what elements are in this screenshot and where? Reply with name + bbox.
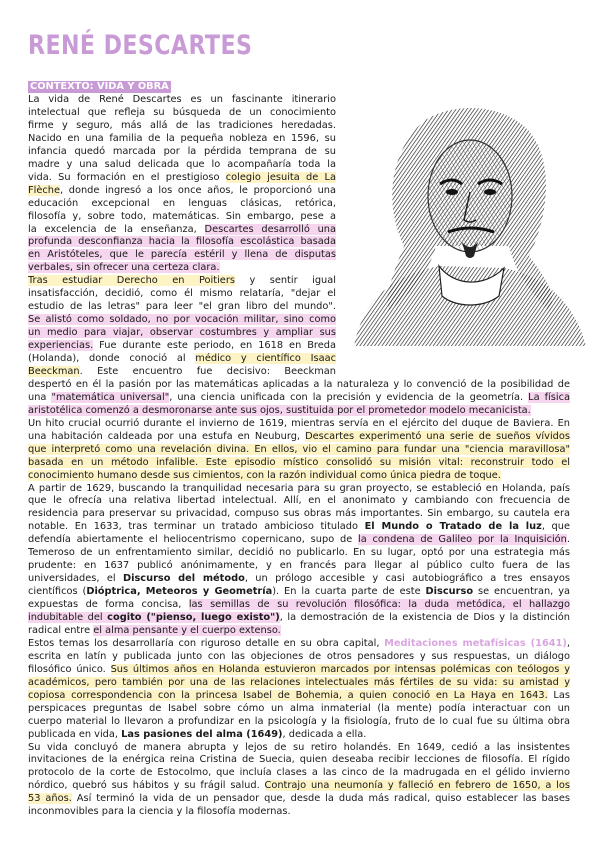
text-line <box>28 224 336 236</box>
highlight-yellow: 53 años. <box>28 793 72 805</box>
text-span: estudio de las letras" para leer "el gran libro del mundo". <box>28 301 336 313</box>
text-line <box>28 690 570 702</box>
text-span: despertó en él la pasión por las matemáticas aplicadas a la naturaleza y lo convenció de la posibilidad de <box>28 378 570 390</box>
highlight-yellow: Beeckman <box>28 365 80 377</box>
text-span: una <box>28 391 52 403</box>
text-span: filosofía y, sobre todo, matemáticas. Sin embargo, pese a <box>28 210 336 222</box>
text-line <box>28 236 336 248</box>
highlight-yellow: académicos, pero también por una de las relaciones intelectuales más fértiles de su vida: su amistad y <box>28 676 570 688</box>
highlight-pink: un medio para viajar, observar costumbres y ampliar sus <box>28 327 336 339</box>
text-line <box>28 651 570 663</box>
highlight-pink: las semillas de su revolución filosófica: la duda metódica, el hallazgo <box>188 599 570 611</box>
text-line <box>28 483 570 495</box>
text-line <box>28 366 336 378</box>
text-span: nórdico, quebró sus hábitos y su frágil salud. <box>28 780 265 792</box>
text-span: , la demostración de la existencia de Dios y la distinción <box>279 612 570 623</box>
highlight-pink: indubitable del <box>28 612 108 623</box>
text-line <box>28 677 570 689</box>
text-line <box>28 612 570 624</box>
text-span: filosófico único. <box>28 663 111 675</box>
text-line <box>28 120 336 132</box>
highlight-pink: en Aristóteles, que le parecía estéril y llena de disputas <box>28 249 336 261</box>
text-line <box>28 793 570 805</box>
text-span: Un hito crucial ocurrió durante el invierno de 1619, mientras servía en el ejército del duque de Baviera. En <box>28 417 570 429</box>
text-line <box>28 742 570 754</box>
bold-title: El Mundo o Tratado de la luz <box>364 521 542 533</box>
text-line <box>28 94 336 106</box>
text-span: notable. En 1633, tras terminar un tratado ambicioso titulado <box>28 521 365 533</box>
text-span: , <box>566 637 570 649</box>
text-span: radical entre <box>28 624 94 636</box>
text-line <box>28 573 570 585</box>
text-line <box>28 314 336 326</box>
text-span: . <box>566 534 570 546</box>
text-line <box>28 767 570 779</box>
text-line <box>28 275 336 287</box>
bold-title: Discurso <box>425 586 474 598</box>
text-line <box>28 353 336 365</box>
text-span: publicada en vida, <box>28 728 122 740</box>
text-line <box>28 716 570 728</box>
text-line <box>28 288 336 300</box>
highlight-pink: La física <box>528 391 570 403</box>
text-line <box>28 599 570 611</box>
text-span: educación excepcional en lenguas clásicas, retórica, <box>28 197 336 209</box>
highlight-pink: Se alistó como soldado, no por vocación militar, sino como <box>28 314 336 326</box>
text-span: A partir de 1629, buscando la tranquilidad necesaria para su gran proyecto, se estableció en Holanda, país <box>28 482 570 494</box>
highlight-pink: cogito ("pienso, luego existo") <box>107 612 280 623</box>
text-line <box>28 392 570 404</box>
text-span: que le ofrecía una relativa libertad intelectual. Allí, en el anonimato y cambiando con frecuencia de <box>28 495 570 507</box>
text-span: Las <box>547 689 570 701</box>
text-span: defendía abiertamente el heliocentrismo copernicano, supo de <box>28 534 359 546</box>
text-line <box>28 547 570 559</box>
highlight-yellow: Flèche <box>28 184 61 196</box>
text-line <box>28 262 336 274</box>
text-line <box>28 107 336 119</box>
text-line <box>28 754 570 766</box>
highlight-yellow: Descartes experimentó una serie de sueños vívidos <box>305 430 570 442</box>
text-line <box>28 340 336 352</box>
highlight-yellow: médico y científico Isaac <box>195 353 336 364</box>
text-span: cuerpo material lo llevaron a profundizar en la psicología y la fisiología, fruto de lo cual fue su última obra <box>28 715 570 727</box>
text-span: expuestas de forma concisa, <box>28 599 189 611</box>
text-span: Su vida concluyó de manera abrupta y lejos de su retiro holandés. En 1649, cedió a las insistentes <box>28 741 570 753</box>
text-span: intelectual que refleja su búsqueda de un conocimiento <box>28 106 336 118</box>
text-line <box>28 586 570 598</box>
text-span: La vida de René Descartes es un fascinante itinerario <box>28 94 336 105</box>
text-span: insatisfacción, decidió, como él mismo relataría, "dejar el <box>28 288 336 300</box>
highlight-yellow: basada en un método infalible. Este episodio místico consolidó su misión vital: reconstruir todo el <box>28 456 570 468</box>
text-span: , donde ingresó a los once años, le proporcionó una <box>60 184 336 196</box>
text-line <box>28 664 570 676</box>
highlight-yellow: Tras estudiar Derecho en Poitiers <box>28 275 235 287</box>
text-span: (Holanda), donde conoció al <box>28 353 196 364</box>
text-span: vida. Su formación en el prestigioso <box>28 171 226 183</box>
text-line <box>28 379 570 391</box>
text-span: inconmovibles para la ciencia y la filosofía modernas. <box>28 806 291 818</box>
text-span: perspicaces preguntas de Isabel sobre cómo un alma inmaterial (la mente) podía interactuar con un <box>28 702 570 714</box>
text-line <box>28 159 336 171</box>
highlight-pink: Descartes desarrolló una <box>204 223 336 235</box>
bold-title: Discurso del método <box>122 573 245 585</box>
bold-title: Dióptrica, Meteoros y Geometría <box>86 586 273 598</box>
text-line <box>28 457 570 469</box>
text-line <box>28 703 570 715</box>
text-line <box>28 418 570 430</box>
highlight-title: Meditaciones metafísicas (1641) <box>384 637 567 649</box>
text-span: una habitación caldeada por una estufa en Neuburg, <box>28 430 306 442</box>
text-line <box>28 301 336 313</box>
text-span: , una ciencia unificada con la precisión y evidencia de la geometría. <box>169 391 529 403</box>
text-line <box>28 638 570 650</box>
highlight-yellow: Sus últimos años en Holanda estuvieron marcados por intensas polémicas con teólogos y <box>110 663 570 675</box>
text-line <box>28 431 570 443</box>
text-line <box>28 508 570 520</box>
highlight-pink: profunda desconfianza hacia la filosofía escolástica basada <box>28 236 336 248</box>
text-line <box>28 211 336 223</box>
text-span: escrita en latín y publicada junto con las objeciones de otros pensadores y sus respuestas, un diálogo <box>28 650 570 662</box>
text-line <box>28 146 336 158</box>
text-line <box>28 729 570 741</box>
text-line <box>28 534 570 546</box>
highlight-yellow: conocimiento humano desde sus cimientos, con la razón individual como única piedra de toque. <box>28 469 501 481</box>
highlight-yellow: colegio jesuita de La <box>225 171 336 183</box>
text-span: se encuentran, ya <box>473 586 570 598</box>
text-span: universidades, el <box>28 573 123 585</box>
text-span: ). En la cuarta parte de este <box>272 586 426 598</box>
text-span: , que <box>541 521 570 533</box>
text-line <box>28 327 336 339</box>
text-line <box>28 470 570 482</box>
text-span: científicos ( <box>28 586 87 598</box>
text-span: Fue durante este periodo, en 1618 en Breda <box>93 340 336 352</box>
text-span: Estos temas los desarrollaría con riguroso detalle en su obra capital, <box>28 637 385 649</box>
text-span: invitaciones de la enérgica reina Cristina de Suecia, quien deseaba recibir lecciones de filosofía. El rígido <box>28 754 570 766</box>
page-title: RENÉ DESCARTES <box>28 30 253 61</box>
text-line <box>28 495 570 507</box>
text-line <box>28 133 336 145</box>
text-span: , dedicada a ella. <box>282 728 367 740</box>
text-line <box>28 521 570 533</box>
text-line <box>28 806 570 818</box>
highlight-yellow: copiosa correspondencia con la princesa Isabel de Bohemia, a quien conoció en La Haya en 1643. <box>28 689 548 701</box>
highlight-yellow: que interpretó como una revelación divina. En ellos, vio el camino para fundar una "ciencia maravillosa" <box>28 443 570 455</box>
section-heading: CONTEXTO: VIDA Y OBRA <box>30 81 169 92</box>
text-span: , un prólogo accesible y casi autobiográfico a tres ensayos <box>244 573 570 585</box>
text-span: firme y seguro, más allá de las tradiciones heredadas. <box>28 119 336 131</box>
highlight-pink: experiencias. <box>28 340 94 352</box>
text-line <box>28 185 336 197</box>
text-span: prudente: en 1637 publicó anónimamente, y en francés para llegar al público culto fuera de las <box>28 560 570 572</box>
text-line <box>28 249 336 261</box>
text-span: Así terminó la vida de un pensador que, desde la duda más radical, quiso establecer las bases <box>71 793 570 805</box>
text-span: y sentir igual <box>234 275 336 287</box>
text-span: Temeroso de un enfrentamiento similar, decidió no publicarlo. En su lugar, optó por una estrategia más <box>28 547 570 559</box>
highlight-pink: aristotélica comenzó a desmoronarse ante sus ojos, sustituida por el prometedor modelo mecanicista. <box>28 404 531 416</box>
text-span: la excelencia de la enseñanza, <box>28 223 205 235</box>
text-line <box>28 172 336 184</box>
text-line <box>28 405 570 417</box>
text-line <box>28 198 336 210</box>
text-span: residencia para preservar su privacidad, compuso sus obras más importantes. Sin embargo, su cautela era <box>28 508 570 520</box>
text-span: protocolo de la corte de Estocolmo, que incluía clases a las cinco de la madrugada en el gélido invierno <box>28 767 570 779</box>
text-span: madre y una salud delicada que lo acompañaría toda la <box>28 158 336 170</box>
highlight-pink: el alma pensante y el cuerpo extenso. <box>93 624 281 636</box>
text-line <box>28 444 570 456</box>
descartes-portrait <box>344 96 590 348</box>
text-span: . Este encuentro fue decisivo: Beeckman <box>79 365 336 377</box>
text-line <box>28 560 570 572</box>
highlight-pink: "matemática universal" <box>51 391 170 403</box>
text-span: infancia quedó marcada por la pérdida temprana de su <box>28 145 336 157</box>
text-span: Nacido en una familia de la pequeña nobleza en 1596, su <box>28 132 336 144</box>
highlight-pink: la condena de Galileo por la Inquisición <box>358 534 567 546</box>
text-line <box>28 780 570 792</box>
highlight-yellow: Contrajo una neumonía y falleció en febrero de 1650, a los <box>264 780 570 792</box>
bold-title: Las pasiones del alma (1649) <box>121 728 283 740</box>
text-line <box>28 625 570 637</box>
highlight-pink: verbales, sin ofrecer una certeza clara. <box>28 262 220 274</box>
